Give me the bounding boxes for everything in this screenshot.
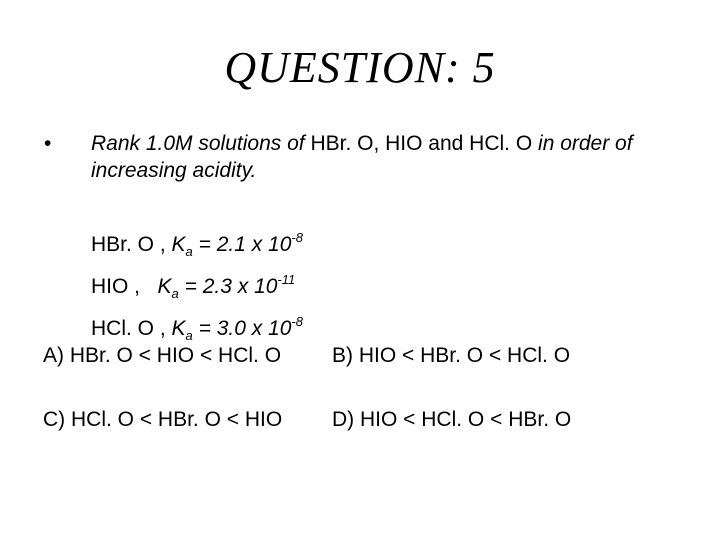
ka-exponent: -8 xyxy=(291,230,303,245)
ka-value: = 3.0 x 10 xyxy=(192,317,292,341)
ka-exponent: -8 xyxy=(291,314,303,330)
ka-symbol: K xyxy=(171,233,186,256)
question-acids: HBr. O, HIO and HCl. O xyxy=(310,132,533,155)
acid-name: HBr. O , xyxy=(91,233,172,256)
ka-subscript: a xyxy=(185,244,193,260)
answer-choice-b[interactable]: B) HIO < HBr. O < HCl. O xyxy=(332,344,571,367)
answer-choice-c[interactable]: C) HCl. O < HBr. O < HIO xyxy=(43,408,283,431)
ka-line-hbro xyxy=(91,224,303,266)
ka-exponent: -11 xyxy=(277,272,296,288)
question-text xyxy=(91,130,681,184)
ka-value: = 2.3 x 10 xyxy=(178,275,278,299)
question-text-part-1: Rank 1.0M solutions of xyxy=(91,132,311,155)
answer-choice-a[interactable]: A) HBr. O < HIO < HCl. O xyxy=(43,344,282,367)
ka-line-hio xyxy=(91,266,303,308)
ka-value-list xyxy=(91,224,303,351)
ka-subscript: a xyxy=(171,286,179,302)
page-title: QUESTION: 5 xyxy=(224,43,496,92)
ka-symbol: K xyxy=(171,317,186,341)
ka-subscript: a xyxy=(185,328,193,344)
acid-name: HCl. O , xyxy=(91,317,172,341)
answer-choice-d[interactable]: D) HIO < HCl. O < HBr. O xyxy=(332,408,572,431)
ka-value: = 2.1 x 10 xyxy=(192,233,292,256)
acid-name: HIO , xyxy=(91,275,158,299)
ka-symbol: K xyxy=(157,275,172,299)
bullet-marker: • xyxy=(44,132,52,155)
question-text-part-2: in order of increasing acidity. xyxy=(91,132,633,182)
